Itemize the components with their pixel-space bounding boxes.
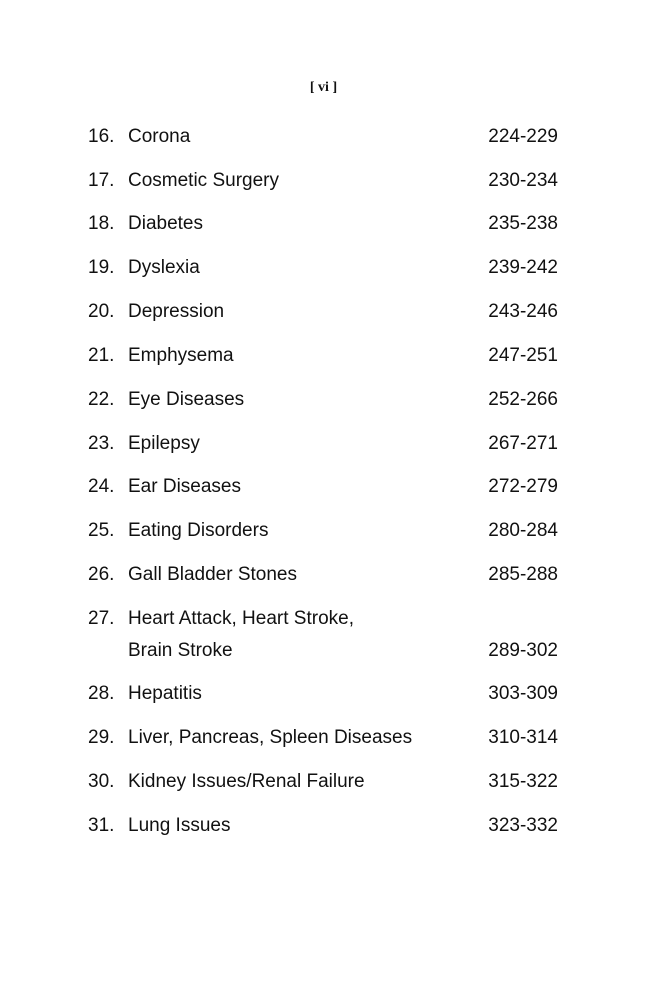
entry-pages: 323-332 — [488, 815, 558, 836]
entry-title: Eye Diseases — [128, 389, 245, 410]
entry-title: Ear Diseases — [128, 476, 241, 497]
entry-title: Eating Disorders — [128, 520, 269, 541]
entry-number: 24. — [88, 476, 115, 497]
toc-entry — [88, 388, 558, 412]
entry-number: 22. — [88, 389, 115, 410]
toc-entry — [88, 169, 558, 193]
entry-pages: 303-309 — [488, 683, 558, 704]
entry-title: Emphysema — [128, 345, 234, 366]
entry-number: 17. — [88, 170, 115, 191]
toc-entry — [88, 212, 558, 236]
toc-entry — [88, 519, 558, 543]
entry-title: Cosmetic Surgery — [128, 170, 279, 191]
entry-pages: 285-288 — [488, 564, 558, 585]
entry-pages: 252-266 — [488, 389, 558, 410]
toc-entry — [88, 563, 558, 587]
entry-title: Kidney Issues/Renal Failure — [128, 771, 365, 792]
toc-entry — [88, 607, 558, 661]
entry-number: 21. — [88, 345, 115, 366]
entry-pages: 267-271 — [488, 433, 558, 454]
entry-number: 27. — [88, 608, 115, 629]
entry-title: Dyslexia — [128, 257, 200, 278]
entry-title: Hepatitis — [128, 683, 202, 704]
entry-title: Diabetes — [128, 213, 203, 234]
entry-number: 23. — [88, 433, 115, 454]
toc-entry — [88, 726, 558, 750]
toc-entry — [88, 682, 558, 706]
entry-pages: 310-314 — [488, 727, 558, 748]
entry-pages: 315-322 — [488, 771, 558, 792]
entry-number: 28. — [88, 683, 115, 704]
entry-number: 18. — [88, 213, 115, 234]
toc-entry — [88, 770, 558, 794]
entry-pages: 239-242 — [488, 257, 558, 278]
entry-pages: 235-238 — [488, 213, 558, 234]
entry-pages: 243-246 — [488, 301, 558, 322]
entry-number: 20. — [88, 301, 115, 322]
toc-entry — [88, 344, 558, 368]
toc-entry — [88, 432, 558, 456]
entry-pages: 272-279 — [488, 476, 558, 497]
entry-title-continued: Brain Stroke — [128, 640, 233, 661]
page-number: [ vi ] — [309, 80, 338, 95]
entry-title: Depression — [128, 301, 225, 322]
entry-pages: 224-229 — [488, 126, 558, 147]
toc-entry — [88, 475, 558, 499]
toc-entry — [88, 300, 558, 324]
entry-title: Liver, Pancreas, Spleen Diseases — [128, 727, 413, 748]
entry-number: 29. — [88, 727, 115, 748]
entry-number: 31. — [88, 815, 115, 836]
entry-pages: 247-251 — [488, 345, 558, 366]
entry-pages: 230-234 — [488, 170, 558, 191]
entry-number: 30. — [88, 771, 115, 792]
entry-number: 26. — [88, 564, 115, 585]
entry-title: Gall Bladder Stones — [128, 564, 297, 585]
toc-entry — [88, 125, 558, 149]
toc-entry — [88, 814, 558, 838]
entry-title: Lung Issues — [128, 815, 231, 836]
entry-title: Heart Attack, Heart Stroke, — [128, 608, 354, 629]
entry-pages: 280-284 — [488, 520, 558, 541]
entry-pages: 289-302 — [488, 640, 558, 661]
entry-title: Epilepsy — [128, 433, 200, 454]
entry-title: Corona — [128, 126, 191, 147]
entry-number: 19. — [88, 257, 115, 278]
entry-number: 25. — [88, 520, 115, 541]
entry-number: 16. — [88, 126, 115, 147]
toc-entry — [88, 256, 558, 280]
